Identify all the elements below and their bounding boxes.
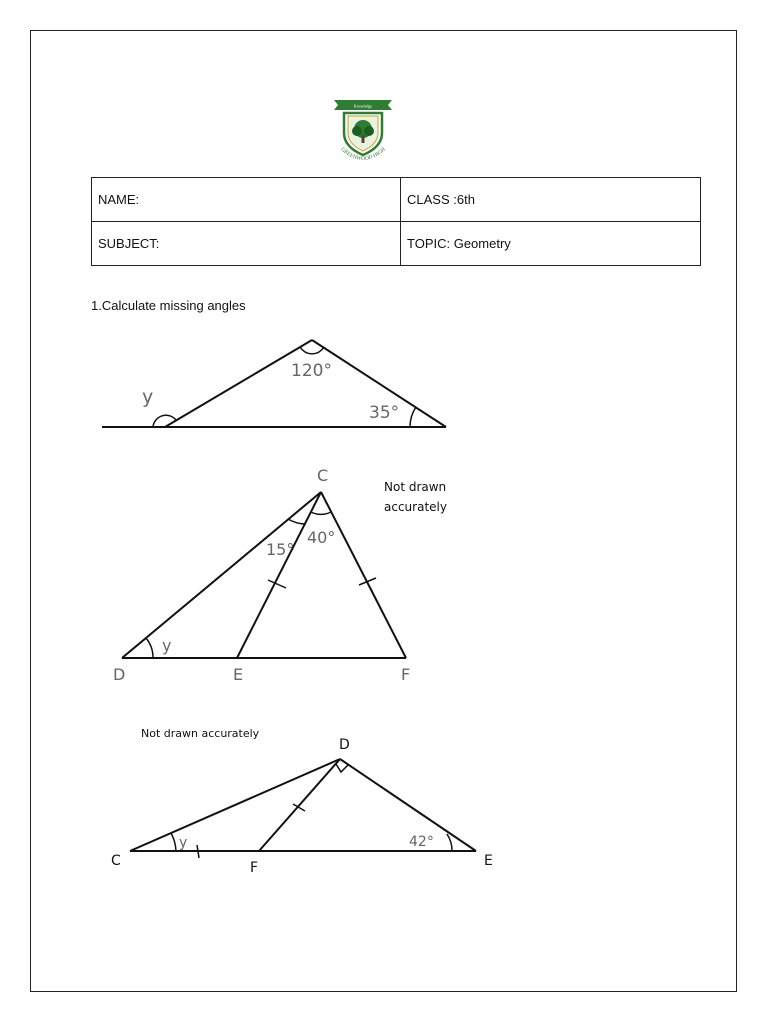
fig2-vertex-c: C bbox=[317, 466, 329, 485]
fig3-unknown-y: y bbox=[179, 835, 188, 851]
fig2-note-line2: accurately bbox=[384, 500, 447, 514]
svg-text:GREENWOOD HIGH: GREENWOOD HIGH bbox=[339, 146, 387, 163]
subject-field[interactable]: SUBJECT: bbox=[92, 222, 401, 266]
fig1-angle-right: 35° bbox=[369, 403, 400, 423]
svg-text:Knowledge: Knowledge bbox=[353, 103, 373, 109]
fig3-note: Not drawn accurately bbox=[141, 727, 260, 740]
fig3-vertex-c: C bbox=[111, 853, 121, 869]
fig3-vertex-d: D bbox=[339, 737, 350, 753]
fig3-angle-e: 42° bbox=[409, 834, 434, 850]
name-field[interactable]: NAME: bbox=[92, 178, 401, 222]
fig1-unknown-y: y bbox=[142, 386, 154, 408]
fig3-vertex-f: F bbox=[250, 860, 259, 876]
topic-field: TOPIC: Geometry bbox=[401, 222, 701, 266]
figure2-triangle bbox=[122, 492, 406, 658]
fig3-vertex-e: E bbox=[484, 853, 493, 869]
fig2-note-line1: Not drawn bbox=[384, 480, 447, 494]
fig2-unknown-y: y bbox=[162, 636, 172, 655]
fig2-vertex-f: F bbox=[401, 665, 411, 684]
fig2-angle-left: 15° bbox=[266, 540, 295, 559]
class-field: CLASS :6th bbox=[401, 178, 701, 222]
fig2-vertex-d: D bbox=[113, 665, 126, 684]
fig2-vertex-e: E bbox=[233, 665, 244, 684]
question-title: 1.Calculate missing angles bbox=[91, 298, 246, 313]
fig2-angle-right: 40° bbox=[307, 528, 336, 547]
fig1-angle-top: 120° bbox=[291, 361, 332, 381]
